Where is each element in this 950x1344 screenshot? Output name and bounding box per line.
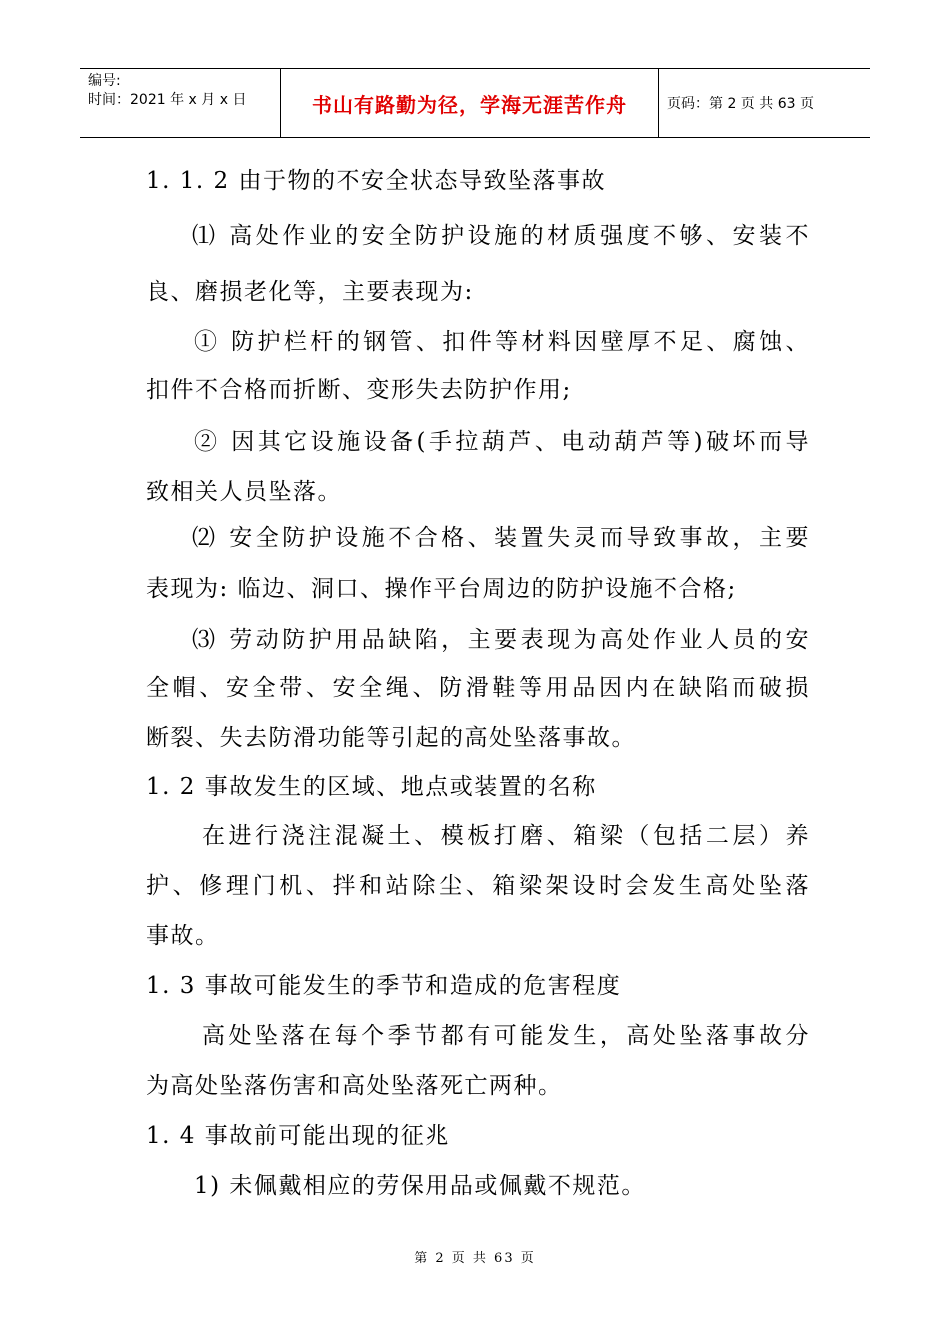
paragraph-line: ⑶ 劳动防护用品缺陷，主要表现为高处作业人员的安 [192,627,810,653]
paragraph-line: 在进行浇注混凝土、模板打磨、箱梁（包括二层）养 [202,823,810,849]
document-time-label: 时间：2021 年 x 月 x 日 [88,92,247,108]
paragraph-line: 扣件不合格而折断、变形失去防护作用; [146,377,572,403]
section-heading-1-4: 1. 4 事故前可能出现的征兆 [146,1123,450,1149]
paragraph-line: ② 因其它设施设备(手拉葫芦、电动葫芦等)破坏而导 [194,429,810,455]
paragraph-line: ⑴ 高处作业的安全防护设施的材质强度不够、安装不 [192,223,810,249]
section-heading-1-2: 1. 2 事故发生的区域、地点或装置的名称 [146,774,597,800]
section-heading-1-3: 1. 3 事故可能发生的季节和造成的危害程度 [146,973,622,999]
document-number-label: 编号: [88,73,121,89]
paragraph-line: 表现为: 临边、洞口、操作平台周边的防护设施不合格; [146,576,737,602]
paragraph-line: 为高处坠落伤害和高处坠落死亡两种。 [146,1073,563,1099]
paragraph-line: 断裂、失去防滑功能等引起的高处坠落事故。 [146,725,636,751]
paragraph-line: 事故。 [146,923,220,949]
page-footer: 第 2 页 共 63 页 [414,1251,536,1266]
paragraph-line: 全帽、安全带、安全绳、防滑鞋等用品因内在缺陷而破损 [146,675,810,701]
header-meta [80,69,281,137]
header-page-code: 页码：第 2 页 共 63 页 [667,96,814,112]
section-heading-1-1-2: 1. 1. 2 由于物的不安全状态导致坠落事故 [146,168,606,194]
paragraph-line: ① 防护栏杆的钢管、扣件等材料因壁厚不足、腐蚀、 [194,329,810,355]
paragraph-line: 致相关人员坠落。 [146,479,342,505]
paragraph-line: 良、磨损老化等，主要表现为: [146,279,474,305]
page-header [80,68,870,138]
paragraph-line: ⑵ 安全防护设施不合格、装置失灵而导致事故，主要 [192,525,810,551]
header-motto: 书山有路勤为径，学海无涯苦作舟 [281,69,659,137]
paragraph-line: 1) 未佩戴相应的劳保用品或佩戴不规范。 [194,1173,646,1199]
paragraph-line: 高处坠落在每个季节都有可能发生，高处坠落事故分 [202,1023,810,1049]
paragraph-line: 护、修理门机、拌和站除尘、箱梁架设时会发生高处坠落 [146,873,810,899]
